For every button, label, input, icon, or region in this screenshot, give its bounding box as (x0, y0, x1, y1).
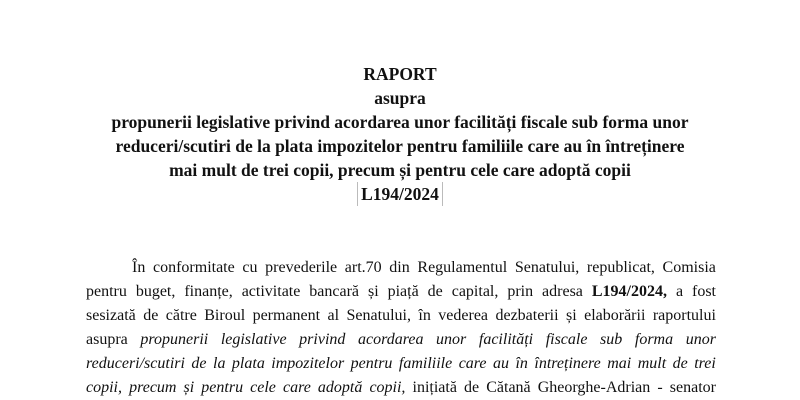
paragraph-word: Biroul (204, 307, 246, 324)
paragraph-word: Senatului, (514, 259, 580, 276)
paragraph-word: dezbaterii (495, 307, 559, 324)
paragraph-word: mai (607, 355, 632, 372)
paragraph-word: fiscale (545, 331, 588, 348)
paragraph-word: pentru (350, 355, 393, 372)
paragraph-word: în (418, 307, 431, 324)
paragraph-word: elaborării (584, 307, 646, 324)
paragraph-line (86, 280, 716, 304)
paragraph-word: unor (436, 331, 467, 348)
paragraph-word: Regulamentul (417, 259, 508, 276)
paragraph-word: plata (231, 355, 265, 372)
paragraph-word: pentru (86, 283, 127, 300)
paragraph-word: trei (694, 355, 716, 372)
paragraph-word: piață (387, 283, 419, 300)
paragraph-word: art.70 (344, 259, 382, 276)
report-reference: L194/2024 (357, 182, 443, 206)
paragraph-word: de (464, 379, 480, 396)
paragraph-word: privind (299, 331, 346, 348)
paragraph-word: permanent (252, 307, 321, 324)
report-subject-line-2: reduceri/scutiri de la plata impozitelor pentru familiile care au în întreținere (115, 136, 685, 156)
paragraph-word: întreținere (534, 355, 601, 372)
paragraph-word: adoptă (317, 379, 363, 396)
paragraph-word: prevederile (265, 259, 338, 276)
paragraph-word: forma (634, 331, 674, 348)
paragraph-word: a (675, 283, 684, 300)
paragraph-word: în (515, 355, 528, 372)
paragraph-word: sub (600, 331, 623, 348)
paragraph-word: sesizată (86, 307, 136, 324)
paragraph-word: bancară (309, 283, 360, 300)
paragraph-word: raportului (652, 307, 716, 324)
paragraph-word: și (183, 379, 195, 396)
report-subtitle: asupra (374, 88, 426, 108)
paragraph-line (86, 352, 716, 376)
paragraph-word: de (672, 355, 688, 372)
paragraph-word: legislative (220, 331, 287, 348)
paragraph-word: activitate (241, 283, 301, 300)
paragraph-word: la (213, 355, 226, 372)
paragraph-word: au (493, 355, 509, 372)
paragraph-word: din (389, 259, 410, 276)
paragraph-word: Cătană (486, 379, 531, 396)
paragraph-word: pentru (201, 379, 244, 396)
paragraph-word: capital, (451, 283, 499, 300)
body-paragraph (86, 256, 716, 400)
paragraph-word: familiile (398, 355, 453, 372)
paragraph-word: impozitelor (271, 355, 345, 372)
paragraph-word: precum (129, 379, 177, 396)
paragraph-word: republicat, (586, 259, 655, 276)
paragraph-word: vederea (438, 307, 489, 324)
paragraph-word: cele (250, 379, 276, 396)
report-heading (0, 62, 800, 206)
paragraph-word: de (143, 307, 159, 324)
paragraph-line (86, 328, 716, 352)
paragraph-word: inițiată (412, 379, 457, 396)
paragraph-word: - (657, 379, 663, 396)
paragraph-word: Comisia (662, 259, 716, 276)
paragraph-word: de (191, 355, 207, 372)
paragraph-word: de (427, 283, 443, 300)
paragraph-word: buget, (135, 283, 176, 300)
paragraph-word: propunerii (140, 331, 209, 348)
paragraph-word: L194/2024, (591, 283, 667, 300)
paragraph-word: senator (669, 379, 716, 396)
paragraph-word: fost (692, 283, 716, 300)
paragraph-word: În (132, 259, 146, 276)
paragraph-word: Gheorghe-Adrian (537, 379, 651, 396)
paragraph-word: facilități (478, 331, 534, 348)
paragraph-line (86, 304, 716, 328)
report-subject-line-1: propunerii legislative privind acordarea unor facilități fiscale sub forma unor (111, 112, 689, 132)
paragraph-word: Senatului, (346, 307, 411, 324)
report-reference-line (0, 182, 800, 206)
paragraph-word: care (458, 355, 487, 372)
paragraph-word: copii, (369, 379, 406, 396)
paragraph-word: reduceri/scutiri (86, 355, 185, 372)
report-title: RAPORT (363, 64, 437, 84)
paragraph-word: către (165, 307, 197, 324)
paragraph-word: conformitate (152, 259, 235, 276)
paragraph-word: finanțe, (184, 283, 233, 300)
paragraph-word: și (367, 283, 379, 300)
paragraph-word: al (327, 307, 340, 324)
paragraph-word: prin (507, 283, 534, 300)
paragraph-line (86, 256, 716, 280)
paragraph-word: cu (242, 259, 258, 276)
paragraph-word: asupra (86, 331, 128, 348)
report-subject-line-3: mai mult de trei copii, precum și pentru cele care adoptă copii (169, 160, 631, 180)
paragraph-word: mult (637, 355, 667, 372)
paragraph-word: adresa (542, 283, 583, 300)
paragraph-line (86, 376, 716, 400)
paragraph-word: acordarea (357, 331, 424, 348)
paragraph-word: unor (685, 331, 716, 348)
paragraph-word: care (282, 379, 311, 396)
paragraph-word: copii, (86, 379, 122, 396)
paragraph-word: și (565, 307, 577, 324)
